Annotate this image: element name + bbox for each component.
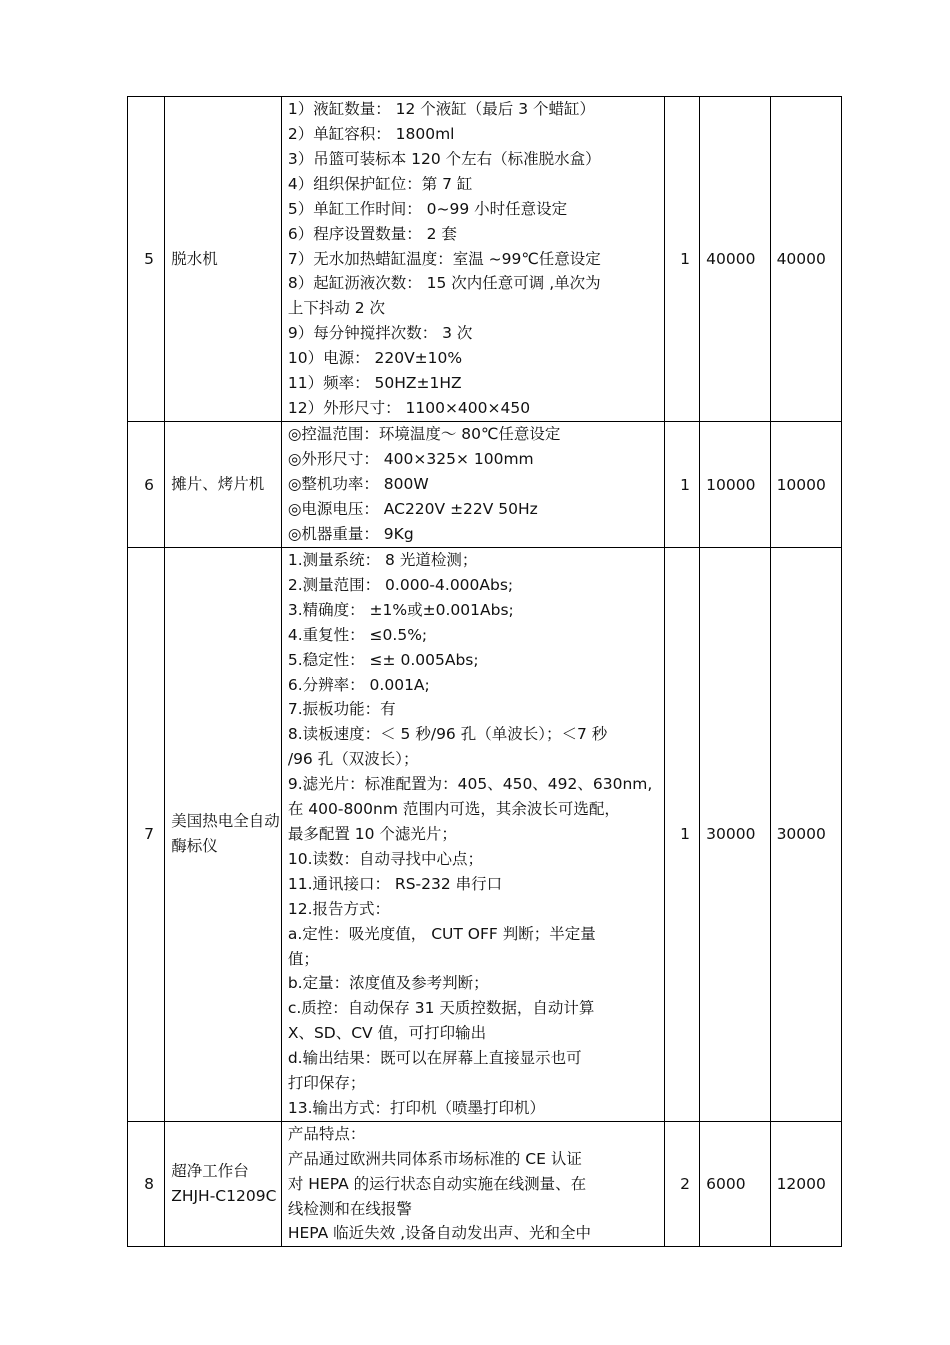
item-number: 5: [128, 97, 165, 422]
item-quantity: 1: [664, 548, 699, 1122]
spec-line: 产品特点：: [287, 1124, 366, 1143]
spec-line: c.质控：自动保存 31 天质控数据，自动计算: [287, 999, 595, 1018]
spec-line: 8）起缸沥液次数： 15 次内任意可调 ,单次为: [287, 274, 601, 293]
item-total-price: 40000: [770, 97, 841, 422]
spec-line: 3.精确度： ±1%或±0.001Abs;: [287, 600, 514, 619]
spec-line: 5）单缸工作时间： 0~99 小时任意设定: [287, 199, 568, 218]
spec-line: 5.稳定性： ≤± 0.005Abs;: [287, 650, 479, 669]
item-quantity: 2: [664, 1121, 699, 1247]
spec-line: 12）外形尺寸： 1100×400×450: [287, 398, 531, 417]
item-unit-price: 40000: [700, 97, 770, 422]
spec-line: 12.报告方式：: [287, 899, 390, 918]
spec-line: 1.测量系统： 8 光道检测；: [287, 551, 478, 569]
spec-line: X、SD、CV 值，可打印输出: [287, 1024, 487, 1043]
spec-line: ◎控温范围：环境温度～ 80℃任意设定: [287, 425, 561, 444]
item-number: 8: [128, 1121, 165, 1247]
spec-line: 9）每分钟搅拌次数： 3 次: [287, 324, 473, 343]
spec-line: ◎机器重量： 9Kg: [287, 524, 414, 543]
spec-line: 线检测和在线报警: [287, 1199, 412, 1218]
spec-line: d.输出结果：既可以在屏幕上直接显示也可: [287, 1049, 582, 1068]
table-row: [128, 548, 842, 1122]
table-row: [128, 97, 842, 422]
spec-line: b.定量：浓度值及参考判断；: [287, 974, 489, 993]
item-name: 超净工作台ZHJH-C1209C: [165, 1121, 282, 1247]
spec-line: ◎电源电压： AC220V ±22V 50Hz: [287, 499, 538, 518]
spec-line: 2）单缸容积： 1800ml: [287, 125, 455, 144]
table-row: [128, 422, 842, 548]
spec-line: 9.滤光片：标准配置为：405、450、492、630nm,: [287, 775, 653, 794]
spec-line: ◎外形尺寸： 400×325× 100mm: [287, 450, 534, 469]
spec-line: 4.重复性： ≤0.5%;: [287, 625, 428, 644]
spec-line: 最多配置 10 个滤光片；: [287, 824, 457, 843]
spec-line: 3）吊篮可装标本 120 个左右（标准脱水盒）: [287, 149, 601, 168]
spec-line: 值；: [287, 949, 319, 968]
spec-line: 13.输出方式：打印机（喷墨打印机）: [287, 1098, 545, 1117]
item-name: 摊片、烤片机: [165, 422, 282, 548]
spec-line: 在 400-800nm 范围内可选，其余波长可选配，: [287, 800, 620, 819]
item-quantity: 1: [664, 422, 699, 548]
spec-line: 1）液缸数量： 12 个液缸（最后 3 个蜡缸）: [287, 100, 595, 119]
item-total-price: 30000: [770, 548, 841, 1122]
item-specs: [281, 1121, 664, 1247]
item-name: 脱水机: [165, 97, 282, 422]
spec-line: 上下抖动 2 次: [287, 299, 386, 318]
item-number: 6: [128, 422, 165, 548]
spec-line: 11.通讯接口： RS-232 串行口: [287, 874, 503, 893]
spec-line: 10.读数：自动寻找中心点；: [287, 849, 483, 868]
spec-line: 2.测量范围： 0.000-4.000Abs;: [287, 575, 514, 594]
spec-line: 7）无水加热蜡缸温度：室温 ~99℃任意设定: [287, 249, 601, 268]
item-unit-price: 30000: [700, 548, 770, 1122]
table-body: [128, 97, 842, 1247]
item-unit-price: 10000: [700, 422, 770, 548]
spec-line: /96 孔（双波长）；: [287, 750, 419, 769]
item-number: 7: [128, 548, 165, 1122]
item-specs: [281, 97, 664, 422]
item-specs: [281, 422, 664, 548]
spec-line: a.定性：吸光度值， CUT OFF 判断；半定量: [287, 924, 596, 943]
spec-line: 6.分辨率： 0.001A;: [287, 675, 430, 694]
item-unit-price: 6000: [700, 1121, 770, 1247]
item-total-price: 12000: [770, 1121, 841, 1247]
spec-line: 6）程序设置数量： 2 套: [287, 224, 457, 243]
spec-line: 11）频率： 50HZ±1HZ: [287, 374, 462, 393]
item-quantity: 1: [664, 97, 699, 422]
equipment-spec-table: [127, 96, 842, 1247]
spec-line: HEPA 临近失效 ,设备自动发出声、光和全中: [287, 1224, 592, 1243]
spec-line: 产品通过欧洲共同体系市场标准的 CE 认证: [287, 1149, 582, 1168]
spec-line: 4）组织保护缸位：第 7 缸: [287, 174, 473, 193]
spec-line: 对 HEPA 的运行状态自动实施在线测量、在: [287, 1174, 587, 1193]
spec-line: 8.读板速度：＜ 5 秒/96 孔（单波长）；＜7 秒: [287, 725, 608, 744]
table-row: [128, 1121, 842, 1247]
spec-line: 7.振板功能：有: [287, 700, 396, 719]
item-specs: [281, 548, 664, 1122]
item-total-price: 10000: [770, 422, 841, 548]
spec-line: ◎整机功率： 800W: [287, 475, 429, 494]
item-name: 美国热电全自动酶标仪: [165, 548, 282, 1122]
spec-line: 打印保存；: [287, 1074, 366, 1093]
spec-line: 10）电源： 220V±10%: [287, 349, 463, 368]
